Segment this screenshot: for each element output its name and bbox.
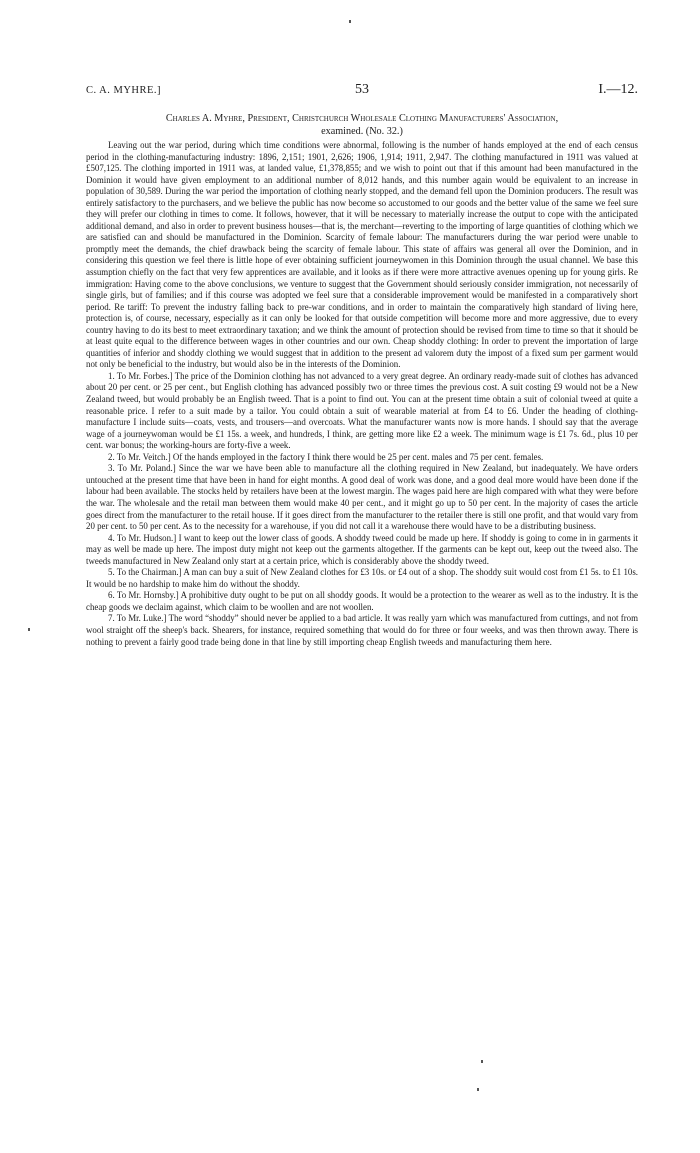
- testimony-body: [86, 140, 638, 648]
- paper-reference: I.—12.: [598, 82, 638, 97]
- testimony-paragraph: [86, 590, 638, 613]
- page-header: [86, 82, 638, 102]
- testimony-paragraph: [86, 613, 638, 648]
- paragraph-text: The word “shoddy” should never be applied to a bad article. It was really yarn which was manufactured from cuttings, and not from wool straight off the sheep's back. Shearers, for instance, required something that would do for three or four weeks, and was then thrown away. There is nothing to prevent a fairly good trade being done in that line by still importing cheap English tweeds and manufacturing them here.: [86, 613, 638, 647]
- testimony-paragraph: [86, 567, 638, 590]
- testimony-paragraph: [86, 533, 638, 568]
- paragraph-label: 2. To Mr. Veitch.]: [108, 451, 171, 462]
- paragraph-label: 6. To Mr. Hornsby.]: [108, 590, 179, 601]
- testimony-paragraph: [86, 371, 638, 452]
- paragraph-text: A man can buy a suit of New Zealand clothes for £3 10s. or £4 out of a shop. The shoddy suit would cost from £1 5s. to £1 10s. It would be no hardship to make him do without the shoddy.: [86, 567, 638, 589]
- testimony-paragraph: [86, 463, 638, 532]
- document-page: [86, 0, 638, 1153]
- header-witness: C. A. MYHRE.]: [86, 85, 162, 96]
- paragraph-label: 7. To Mr. Luke.]: [108, 613, 167, 624]
- paragraph-label: 3. To Mr. Poland.]: [108, 463, 176, 474]
- testimony-paragraph: [86, 140, 638, 371]
- paragraph-label: 4. To Mr. Hudson.]: [108, 532, 177, 543]
- paragraph-text: The price of the Dominion clothing has not advanced to a very great degree. An ordinary ready-made suit of clothes has advanced about 20 per cent. or 25 per cent., but English clothing has advanced possibly two or three times the previous cost. A suit costing £9 would not be a New Zealand tweed, but would probably be an English tweed. That is a point to find out. You can at the present time obtain a suit of colonial tweed at quite a reasonable price. I refer to a suit made by a tailor. You could obtain a suit of wearable material at from £4 to £6. Under the heading of clothing-manufacture I include suits—coats, vests, and trousers—and overcoats. What the manufacturer wants now is more hands. I should say that the average wage of a journeywoman would be £1 15s. a week, and hundreds, I think, are getting more like £2 a week. The minimum wage is £1 7s. 6d., plus 10 per cent. war bonus; the working-hours are forty-five a week.: [86, 370, 638, 451]
- witness-heading-line1: Charles A. Myhre, President, Christchurch Wholesale Clothing Manufacturers' Association,: [165, 113, 559, 124]
- paragraph-text: Leaving out the war period, during which time conditions were abnormal, following is the number of hands employed at the end of each census period in the clothing-manufacturing industry: 1896, 2,151; 1901, 2,626; 1906, 1,914; 1911, 2,947. The clothing manufactured in 1911 was valued at £507,125. The clothing imported in 1911 was, at landed value, £1,378,855; and we wish to point out that if this amount had been manufactured in the Dominion it would have given employment to an additional number of 8,012 hands, and this number again would be equivalent to an increase in population of 30,589. During the war period the importation of clothing nearly stopped, and the demand fell upon the Dominion producers. The result was entirely satisfactory to the purchasers, and we believe the public has now become so accustomed to our goods and the better value of the same we feel sure they will prefer our clothing in times to come. It follows, however, that it will be necessary to materially increase the output to cope with the anticipated additional demand, and also in order to prevent business houses—that is, the merchant—reverting to the importing of large quantities of clothing which we are satisfied can and should be manufactured in the Dominion. Scarcity of female labour: The manufacturers during the war period were unable to promptly meet the demands, the chief drawback being the scarcity of female labour. This state of affairs was general all over the Dominion, and in considering this question we feel there is little hope of ever obtaining sufficient journeywomen in this Dominion through the usual channel. We base this assumption chiefly on the fact that very few apprentices are available, and it looks as if there were more attractive avenues opening up for young girls. Re immigration: Having come to the above conclusions, we venture to suggest that the Government should seriously consider immigration, not necessarily of single girls, but of families; and if this course was adopted we feel sure that a considerable improvement would be manifested in a comparatively short period. Re tariff: To prevent the industry falling back to pre-war conditions, and in order to maintain the comparatively high standard of living here, protection is, of course, necessary, especially as it can only be looked for that outside competition will become more and more aggressive, due to every country having to do its best to meet extraordinary taxation; and we think the amount of protection should be revised from time to time so that it should be at least quite equal to the difference between wages in other countries and our own. Cheap shoddy clothing: In order to prevent the importation of large quantities of inferior and shoddy clothing we would suggest that in addition to the present ad valorem duty the impost of a fixed sum per garment would not only be beneficial to the industry, but would also be in the interests of the Dominion.: [86, 140, 638, 370]
- paragraph-text: Of the hands employed in the factory I think there would be 25 per cent. males and 75 per cent. females.: [172, 451, 544, 462]
- scan-speck: [349, 20, 351, 23]
- scan-speck: [28, 628, 30, 631]
- paragraph-text: I want to keep out the lower class of goods. A shoddy tweed could be made up here. If shoddy is going to come in in garments it may as well be made up here. The impost duty might not keep out the garments altogether. If the garments can be kept out, keep out the tweed also. The tweeds manufactured in New Zealand only start at a certain price, which is considerably above the shoddy tweed.: [86, 532, 638, 566]
- paragraph-text: A prohibitive duty ought to be put on all shoddy goods. It would be a protection to the wearer as well as to the industry. It is the cheap goods we declaim against, which claim to be woollen and are not woollen.: [86, 590, 638, 612]
- paragraph-text: Since the war we have been able to manufacture all the clothing required in New Zealand, but inadequately. We have orders untouched at the present time that have been in hand for eight months. A good deal of work was done, and a good deal more would have been done if the labour had been available. The stocks held by retailers have been at the lowest margin. The wages paid here are high compared with what they were before the war. The wholesale and the retail man between them would make 40 per cent., and it might go up to 50 per cent. In the majority of cases the article goes direct from the manufacturer to the retail house. If it goes direct from the manufacturer to the retailer there is still one profit, and that would vary from 20 per cent. to 50 per cent. As to the necessity for a warehouse, if you did not call it a warehouse there would have to be a distributing business.: [86, 463, 639, 532]
- scan-speck: [477, 1088, 479, 1091]
- scan-speck: [481, 1060, 483, 1063]
- paragraph-label: 1. To Mr. Forbes.]: [108, 370, 173, 381]
- testimony-paragraph: [86, 452, 638, 464]
- paragraph-label: 5. To the Chairman.]: [108, 567, 182, 578]
- witness-heading-line2: examined. (No. 32.): [321, 126, 403, 137]
- witness-heading: [86, 112, 638, 138]
- page-number: 53: [355, 82, 369, 97]
